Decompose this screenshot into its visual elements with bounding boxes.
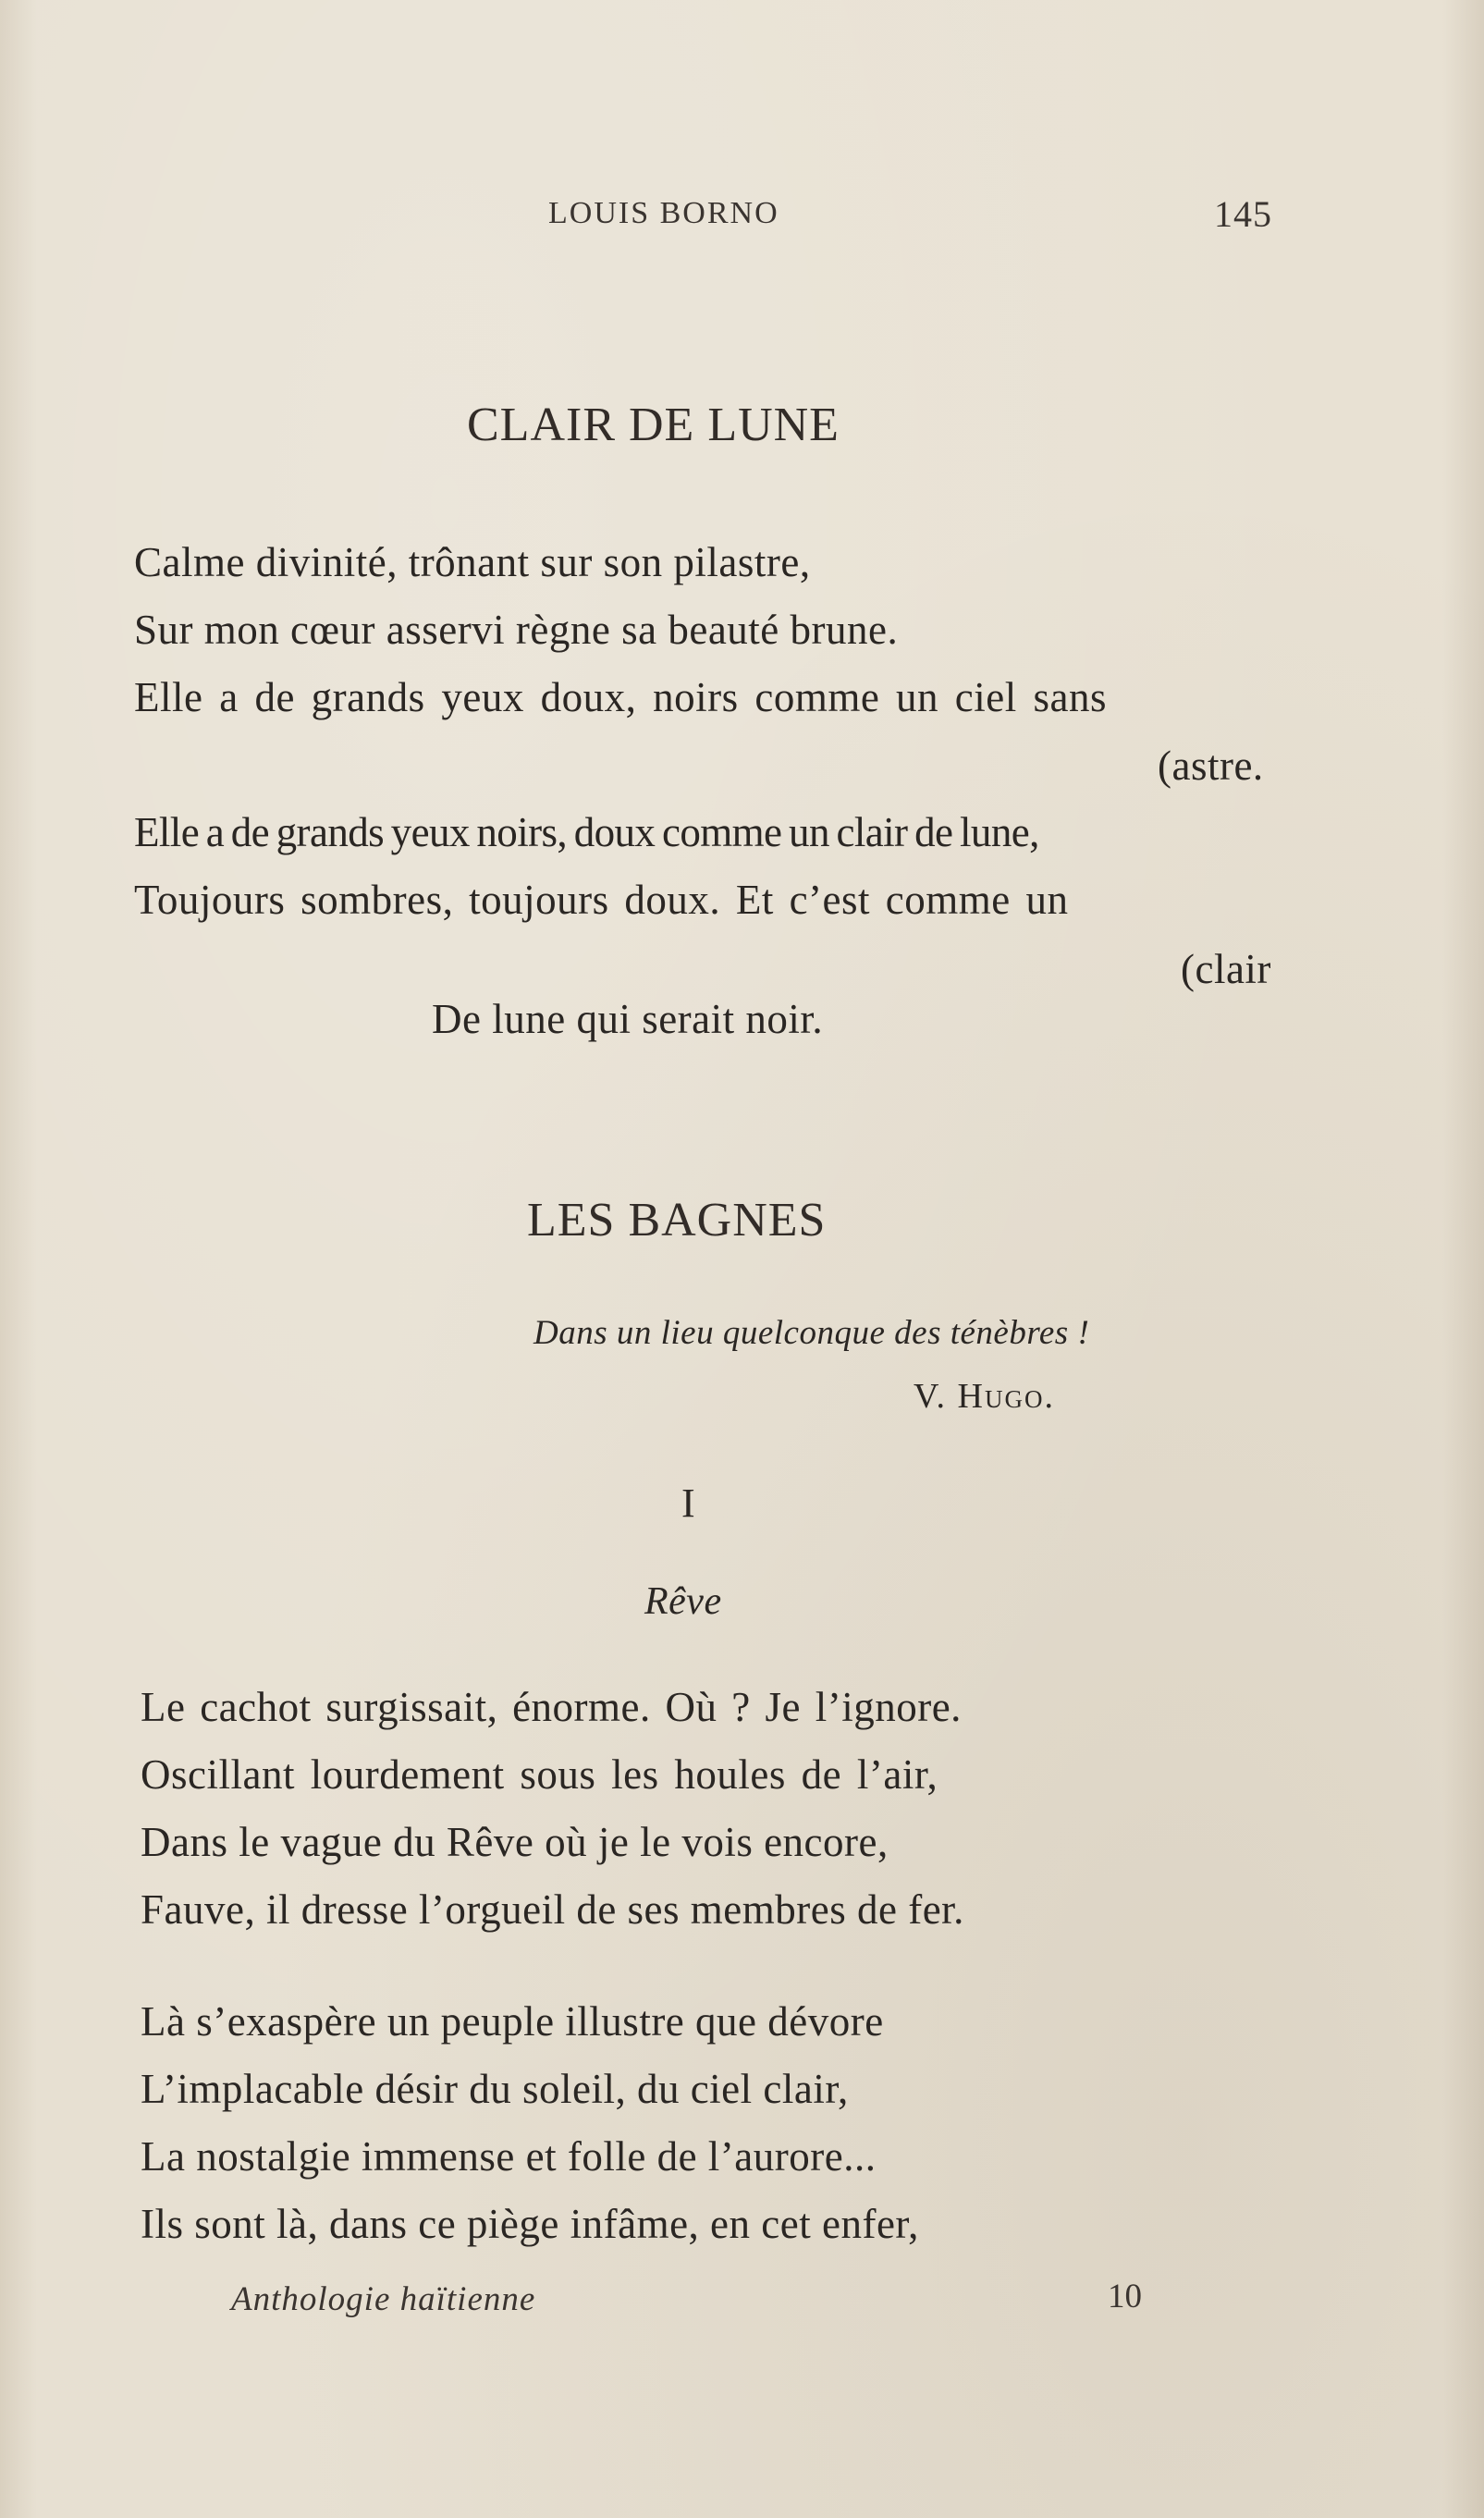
poem2-stanza2-line: Ils sont là, dans ce piège infâme, en cet enfer, [141, 2201, 919, 2247]
page-number: 145 [1214, 193, 1272, 235]
poem1-line-overflow: (clair [1181, 946, 1271, 992]
footer-signature-mark: 10 [1108, 2278, 1142, 2315]
poem-title-les-bagnes: LES BAGNES [527, 1194, 827, 1247]
poem2-stanza1-line: Le cachot surgissait, énorme. Où ? Je l’ignore. [141, 1684, 962, 1730]
running-title: LOUIS BORNO [548, 196, 779, 230]
section-title: Rêve [644, 1580, 722, 1623]
poem2-stanza2-line: Là s’exaspère un peuple illustre que dévore [141, 1998, 884, 2045]
epigraph-quote: Dans un lieu quelconque des ténèbres ! [534, 1314, 1090, 1352]
poem1-line: Elle a de grands yeux noirs, doux comme un clair de lune, [134, 809, 1039, 855]
poem1-line: Calme divinité, trônant sur son pilastre, [134, 539, 811, 585]
poem1-line-overflow: (astre. [1158, 743, 1264, 789]
poem2-stanza1-line: Dans le vague du Rêve où je le vois encore, [141, 1819, 889, 1865]
poem1-line: Sur mon cœur asservi règne sa beauté brune. [134, 607, 899, 653]
poem1-line: De lune qui serait noir. [432, 996, 824, 1042]
poem1-line: Elle a de grands yeux doux, noirs comme un ciel sans [134, 674, 1108, 720]
poem2-stanza1-line: Oscillant lourdement sous les houles de l’air, [141, 1751, 938, 1798]
poem2-stanza1-line: Fauve, il dresse l’orgueil de ses membres de fer. [141, 1886, 964, 1933]
poem-title-clair-de-lune: CLAIR DE LUNE [467, 399, 840, 451]
poem2-stanza2-line: La nostalgie immense et folle de l’aurore... [141, 2133, 877, 2180]
poem1-line: Toujours sombres, toujours doux. Et c’est comme un [134, 877, 1069, 923]
footer-book-title: Anthologie haïtienne [231, 2280, 536, 2318]
section-number: I [681, 1480, 696, 1526]
epigraph-author: V. Hugo. [914, 1377, 1055, 1416]
poem2-stanza2-line: L’implacable désir du soleil, du ciel clair, [141, 2066, 849, 2112]
